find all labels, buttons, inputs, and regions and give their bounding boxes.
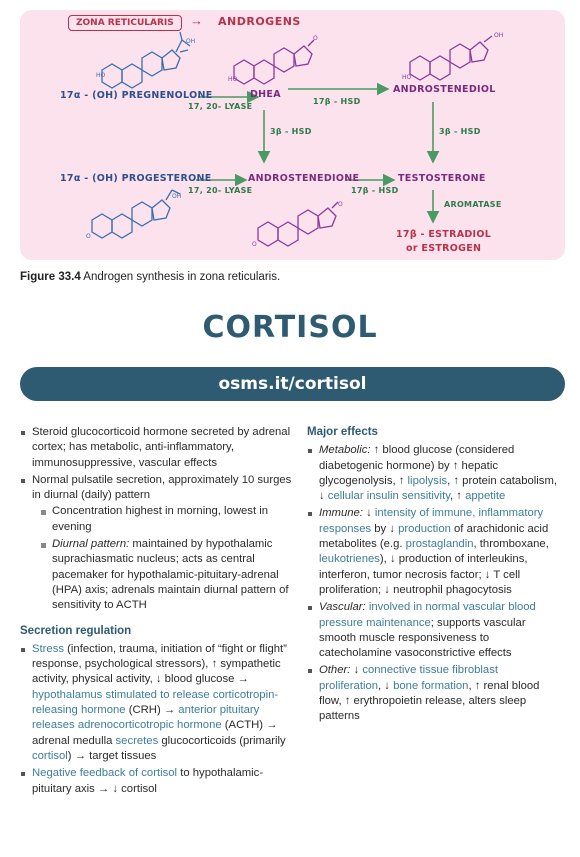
list-item: Vascular: involved in normal vascular blood pressure maintenance; supports vascular smooth muscle responsiveness to catecholamine vasoconstrictive effects [307, 600, 562, 661]
enzyme-3bhsd-left: 3β - HSD [270, 127, 312, 136]
androgens-label: ANDROGENS [218, 15, 301, 28]
molecule-androstenediol [410, 36, 492, 80]
compound-androstenedione: ANDROSTENEDIONE [248, 173, 360, 184]
atom-label: HO [96, 72, 106, 79]
molecule-dhea [234, 40, 314, 84]
page-title: CORTISOL [202, 310, 378, 345]
enzyme-17bhsd-bottom: 17β - HSD [351, 186, 399, 195]
sub-list-item: Diurnal pattern: maintained by hypothalamic suprachiasmatic nucleus; acts as central pacemaker for hypothalamic-pituitary-adrenal (HPA) axis; adrenals maintain diurnal pattern of sensitivity to ACTH [32, 537, 295, 613]
section-heading-secretion: Secretion regulation [20, 624, 132, 637]
url-banner[interactable]: osms.it/cortisol [20, 367, 565, 401]
list-item: Normal pulsatile secretion, approximately 10 surges in diurnal (daily) pattern Concentration highest in morning, lowest in evening Diurnal pattern: maintained by hypothalamic suprachiasmatic nucleus; acts as central pacemaker for hypothalamic-pituitary-adrenal (HPA) axis; adrenals maintain diurnal pattern of sensitivity to ACTH [20, 473, 295, 614]
molecule-pregnenolone [102, 32, 190, 88]
caption-label: Figure 33.4 [20, 271, 81, 283]
list-item: Negative feedback of cortisol to hypothalamic-pituitary axis → ↓ cortisol [20, 766, 295, 797]
zone-arrow: → [190, 13, 203, 28]
enzyme-17bhsd-top: 17β - HSD [313, 97, 361, 106]
atom-label: HO [228, 76, 238, 83]
molecule-progesterone [92, 190, 180, 238]
enzyme-lyase-top: 17, 20- LYASE [188, 102, 253, 111]
list-item: Metabolic: ↑ blood glucose (considered diabetogenic hormone) by ↑ hepatic glycogenolysis, ↑ lipolysis, ↑ protein catabolism, ↓ cellular insulin sensitivity, ↑ appetite [307, 443, 562, 504]
atom-label: O [338, 201, 343, 208]
list-item: Other: ↓ connective tissue fibroblast proliferation, ↓ bone formation, ↑ renal blood flow, ↑ erythropoietin release, alters sleep patterns [307, 663, 562, 724]
compound-dhea: DHEA [250, 89, 281, 100]
atom-label: O [86, 233, 91, 240]
enzyme-lyase-bottom: 17, 20- LYASE [188, 186, 253, 195]
atom-label: O [252, 241, 257, 248]
atom-label: OH [494, 32, 504, 39]
enzyme-3bhsd-right: 3β - HSD [439, 127, 481, 136]
list-item: Immune: ↓ intensity of immune, inflammatory responses by ↓ production of arachidonic acid metabolites (e.g. prostaglandin, thromboxane, leukotrienes), ↓ production of interleukins, interferon, tumor necrosis factor; ↓ T cell proliferation; ↓ neutrophil phagocytosis [307, 506, 562, 598]
zona-reticularis-tag: ZONA RETICULARIS [68, 15, 182, 31]
compound-androstenediol: ANDROSTENEDIOL [393, 84, 496, 95]
section-heading-effects: Major effects [307, 426, 378, 438]
atom-label: OH [186, 38, 196, 45]
right-column [307, 425, 562, 727]
compound-pregnenolone: 17α - (OH) PREGNENOLONE [60, 90, 213, 101]
figure-caption [20, 271, 280, 283]
compound-estrogen: or ESTROGEN [406, 243, 482, 254]
caption-text: Androgen synthesis in zona reticularis. [83, 271, 281, 283]
left-column [20, 425, 295, 799]
atom-label: OH [172, 193, 182, 200]
androgen-synthesis-figure [20, 10, 565, 260]
enzyme-aromatase: AROMATASE [444, 200, 502, 209]
list-item: Steroid glucocorticoid hormone secreted by adrenal cortex; has metabolic, anti-inflammatory, immunosuppressive, vascular effects [20, 425, 295, 471]
compound-estradiol: 17β - ESTRADIOL [396, 229, 492, 240]
atom-label: O [313, 35, 318, 42]
list-item: Stress (infection, trauma, initiation of “fight or flight” response, psychological stressors), ↑ sympathetic activity, physical activity, ↓ blood glucose → hypothalamus stimulated to release corticotropin-releasing hormone (CRH) → anterior pituitary releases adrenocorticotropic hormone (ACTH) → adrenal medulla secretes glucocorticoids (primarily cortisol) → target tissues [20, 642, 295, 764]
atom-label: HO [402, 74, 412, 81]
compound-testosterone: TESTOSTERONE [398, 173, 486, 184]
compound-progesterone: 17α - (OH) PROGESTERONE [60, 173, 212, 184]
sub-list-item: Concentration highest in morning, lowest in evening [32, 504, 295, 535]
molecule-androstenedione [258, 202, 338, 246]
